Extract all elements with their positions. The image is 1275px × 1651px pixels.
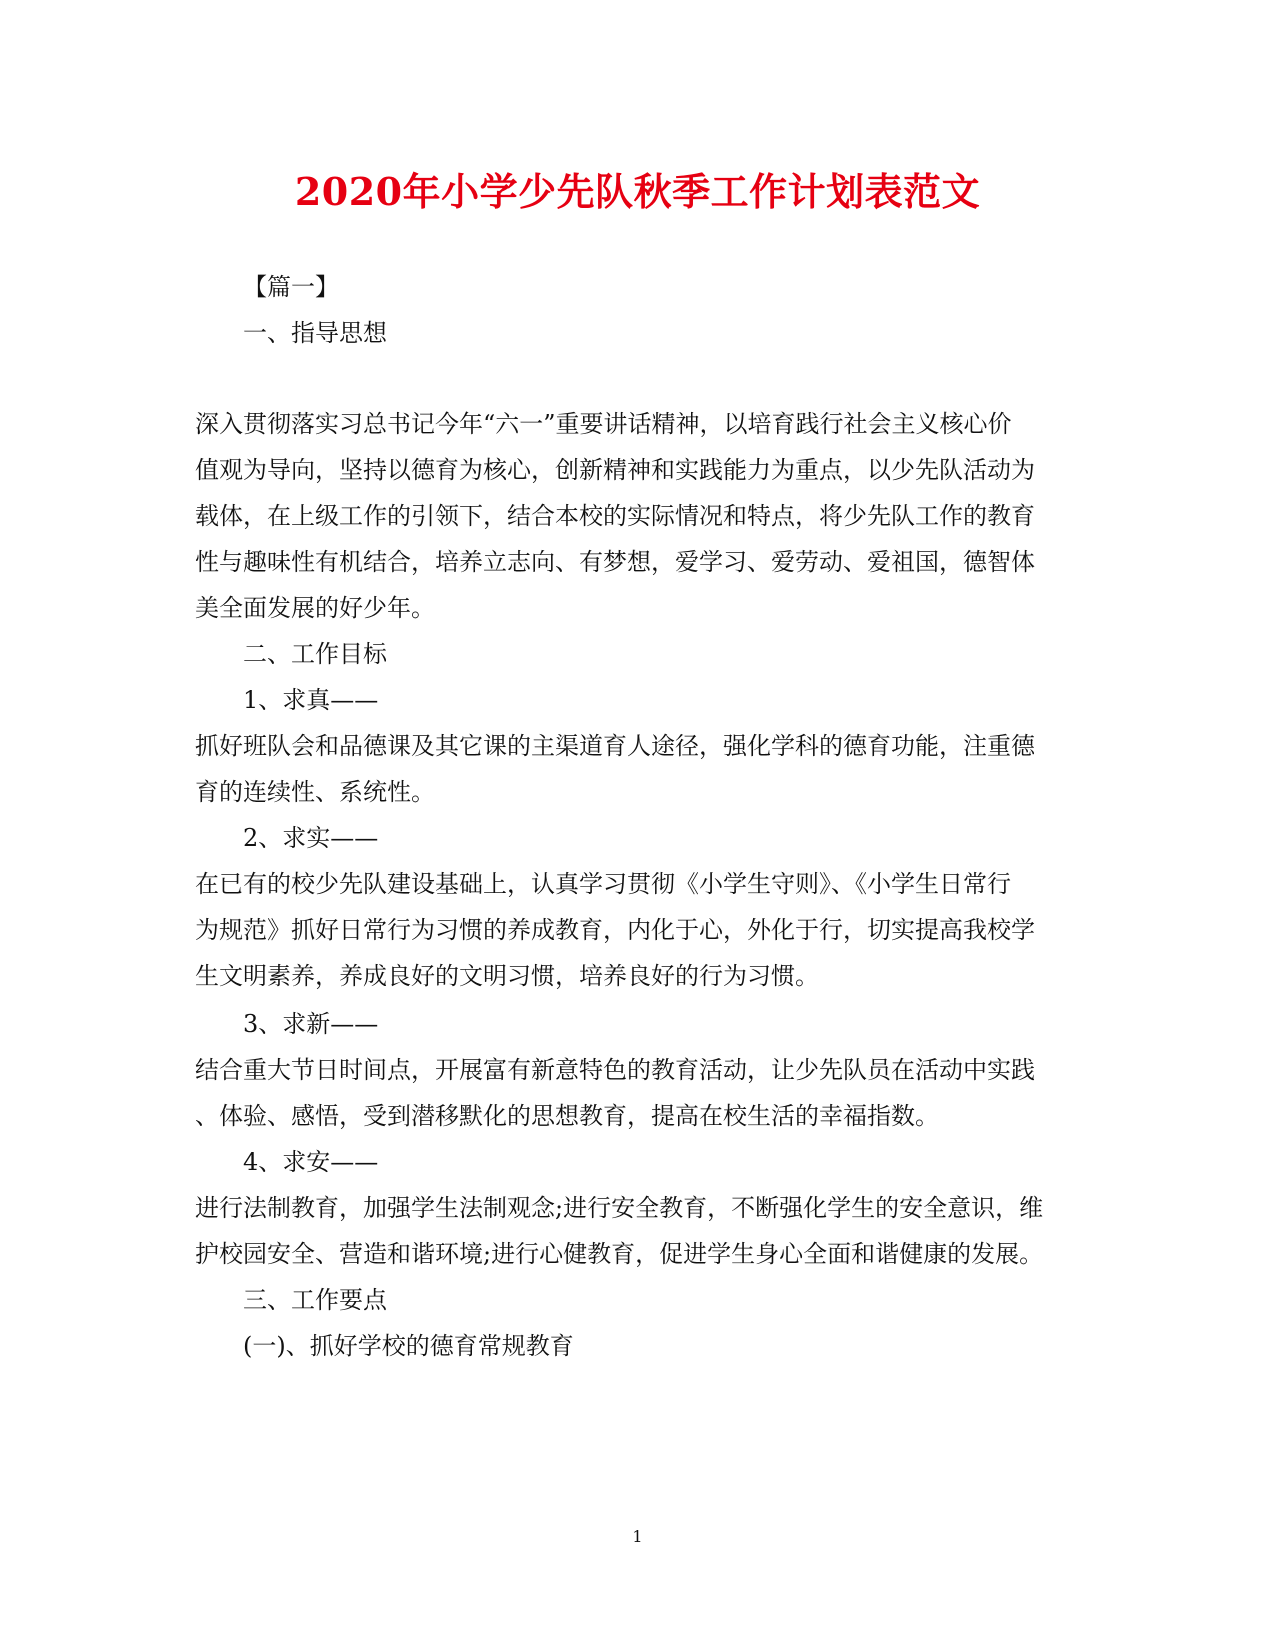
- paragraph-line: 在已有的校少先队建设基础上，认真学习贯彻《小学生守则》、《小学生日常行: [195, 870, 1011, 898]
- paragraph-line: 结合重大节日时间点，开展富有新意特色的教育活动，让少先队员在活动中实践: [195, 1056, 1035, 1084]
- paragraph-line: 美全面发展的好少年。: [195, 594, 435, 622]
- paragraph-line: 护校园安全、营造和谐环境;进行心健教育，促进学生身心全面和谐健康的发展。: [195, 1240, 1044, 1268]
- paragraph-line: 、体验、感悟，受到潜移默化的思想教育，提高在校生活的幸福指数。: [195, 1102, 939, 1130]
- paragraph-line: 值观为导向，坚持以德育为核心，创新精神和实践能力为重点，以少先队活动为: [195, 456, 1035, 484]
- heading-guiding-ideology: 一、指导思想: [243, 319, 387, 347]
- heading-work-goals: 二、工作目标: [243, 640, 387, 668]
- paragraph-line: 进行法制教育，加强学生法制观念;进行安全教育，不断强化学生的安全意识，维: [195, 1194, 1044, 1222]
- subheading-moral-education: (一)、抓好学校的德育常规教育: [243, 1332, 574, 1360]
- page-number: 1: [632, 1527, 643, 1546]
- paragraph-line: 性与趣味性有机结合，培养立志向、有梦想，爱学习、爱劳动、爱祖国，德智体: [195, 548, 1035, 576]
- heading-work-points: 三、工作要点: [243, 1286, 387, 1314]
- goal-heading-4: 4、求安——: [243, 1148, 379, 1176]
- document-title: 2020年小学少先队秋季工作计划表范文: [294, 169, 981, 214]
- section-marker: 【篇一】: [243, 273, 339, 301]
- paragraph-line: 为规范》抓好日常行为习惯的养成教育，内化于心，外化于行，切实提高我校学: [195, 916, 1035, 944]
- paragraph-line: 生文明素养，养成良好的文明习惯，培养良好的行为习惯。: [195, 962, 819, 990]
- paragraph-line: 抓好班队会和品德课及其它课的主渠道育人途径，强化学科的德育功能，注重德: [195, 732, 1035, 760]
- goal-heading-2: 2、求实——: [243, 824, 379, 852]
- goal-heading-3: 3、求新——: [243, 1010, 379, 1038]
- paragraph-line: 载体，在上级工作的引领下，结合本校的实际情况和特点，将少先队工作的教育: [195, 502, 1035, 530]
- paragraph-line: 深入贯彻落实习总书记今年“六一”重要讲话精神，以培育践行社会主义核心价: [195, 410, 1012, 438]
- paragraph-line: 育的连续性、系统性。: [195, 778, 435, 806]
- goal-heading-1: 1、求真——: [243, 686, 379, 714]
